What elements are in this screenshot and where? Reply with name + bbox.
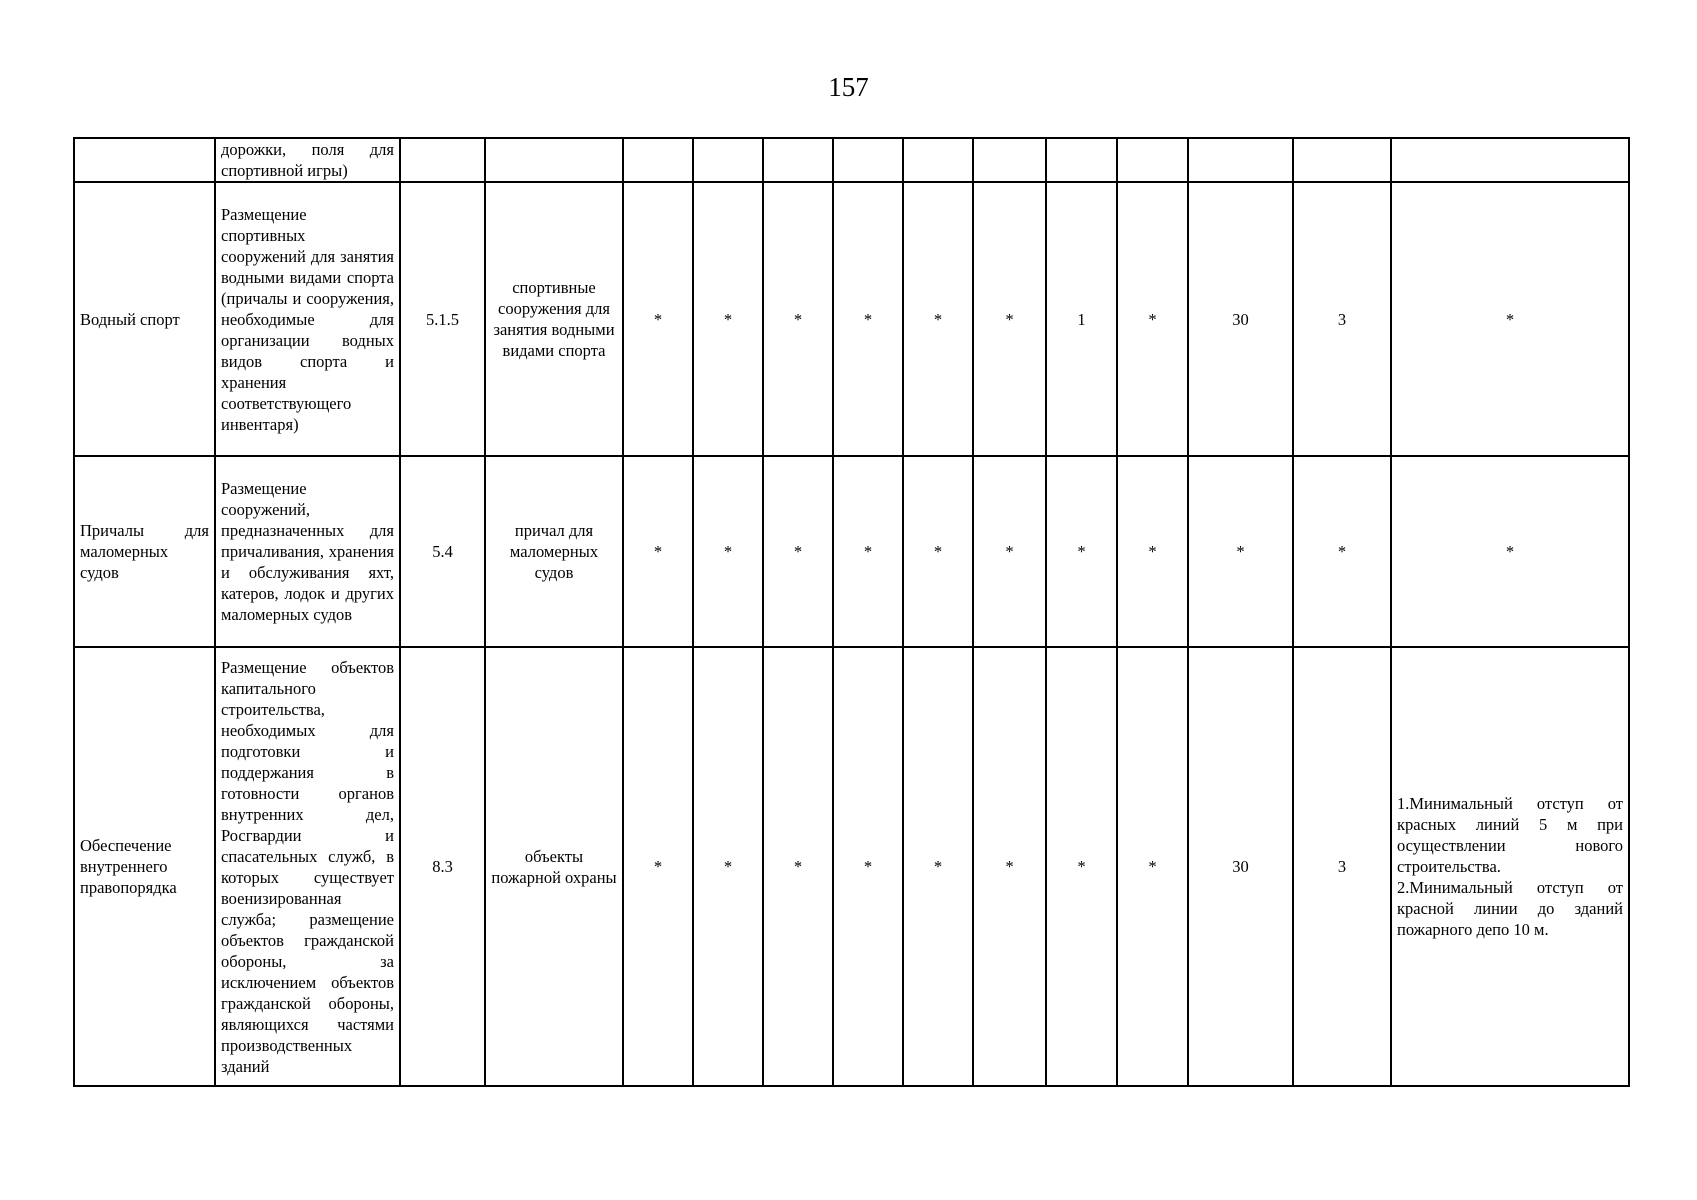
use-name: Водный спорт <box>74 182 215 456</box>
param-cell: * <box>903 182 973 456</box>
param-cell: * <box>763 456 833 647</box>
param-cell: * <box>1117 456 1188 647</box>
param-cell: * <box>693 456 763 647</box>
param-cell: * <box>623 456 693 647</box>
use-code: 5.1.5 <box>400 182 485 456</box>
param-cell: * <box>763 182 833 456</box>
param-cell <box>1117 138 1188 182</box>
use-name: Обеспечение внутреннего правопорядка <box>74 647 215 1086</box>
object-type: причал для маломерных судов <box>485 456 623 647</box>
param-cell: * <box>973 456 1046 647</box>
use-code: 8.3 <box>400 647 485 1086</box>
param-cell <box>1188 138 1293 182</box>
table-row <box>74 456 1629 647</box>
notes-cell <box>1391 138 1629 182</box>
param-cell <box>623 138 693 182</box>
notes-cell: * <box>1391 182 1629 456</box>
use-name: Причалы для маломерных судов <box>74 456 215 647</box>
param-cell <box>903 138 973 182</box>
object-type: спортивные сооружения для занятия водными видами спорта <box>485 182 623 456</box>
param-cell: * <box>833 647 903 1086</box>
param-cell: * <box>903 647 973 1086</box>
use-name <box>74 138 215 182</box>
param-cell: * <box>763 647 833 1086</box>
param-cell <box>763 138 833 182</box>
notes-cell <box>1391 647 1629 1086</box>
param-cell: * <box>1117 647 1188 1086</box>
note-line: 1.Минимальный отступ от красных линий 5 м при осуществлении нового строительства. <box>1397 794 1623 876</box>
note-line: 2.Минимальный отступ от красной линии до зданий пожарного депо 10 м. <box>1397 878 1623 939</box>
use-code: 5.4 <box>400 456 485 647</box>
object-type: объекты пожарной охраны <box>485 647 623 1086</box>
param-cell: * <box>1046 456 1117 647</box>
param-cell <box>1293 138 1391 182</box>
param-cell: * <box>1046 647 1117 1086</box>
param-cell <box>973 138 1046 182</box>
use-description: Размещение сооружений, предназначенных для причаливания, хранения и обслуживания яхт, катеров, лодок и других маломерных судов <box>215 456 400 647</box>
use-code <box>400 138 485 182</box>
param-cell <box>833 138 903 182</box>
notes-cell: * <box>1391 456 1629 647</box>
param-cell: * <box>1117 182 1188 456</box>
param-cell: * <box>973 647 1046 1086</box>
zoning-table <box>73 137 1630 1087</box>
param-cell: 3 <box>1293 647 1391 1086</box>
param-cell: * <box>973 182 1046 456</box>
use-description: дорожки, поля для спортивной игры) <box>215 138 400 182</box>
param-cell <box>693 138 763 182</box>
param-cell: * <box>693 647 763 1086</box>
table-row <box>74 182 1629 456</box>
param-cell: 30 <box>1188 647 1293 1086</box>
param-cell: * <box>1293 456 1391 647</box>
param-cell <box>1046 138 1117 182</box>
table-row <box>74 138 1629 182</box>
param-cell: 30 <box>1188 182 1293 456</box>
use-description: Размещение спортивных сооружений для занятия водными видами спорта (причалы и сооружения, необходимые для организации водных видов спорта и хранения соответствующего инвентаря) <box>215 182 400 456</box>
table-row <box>74 647 1629 1086</box>
param-cell: * <box>903 456 973 647</box>
param-cell: * <box>693 182 763 456</box>
page-number: 157 <box>828 72 869 102</box>
use-description: Размещение объектов капитального строительства, необходимых для подготовки и поддержания в готовности органов внутренних дел, Росгвардии и спасательных служб, в которых существует военизированная служба; размещение объектов гражданской обороны, за исключением объектов гражданской обороны, являющихся частями производственных зданий <box>215 647 400 1086</box>
param-cell: 1 <box>1046 182 1117 456</box>
param-cell: * <box>833 456 903 647</box>
param-cell: * <box>833 182 903 456</box>
param-cell: * <box>1188 456 1293 647</box>
param-cell: * <box>623 647 693 1086</box>
param-cell: 3 <box>1293 182 1391 456</box>
object-type <box>485 138 623 182</box>
param-cell: * <box>623 182 693 456</box>
